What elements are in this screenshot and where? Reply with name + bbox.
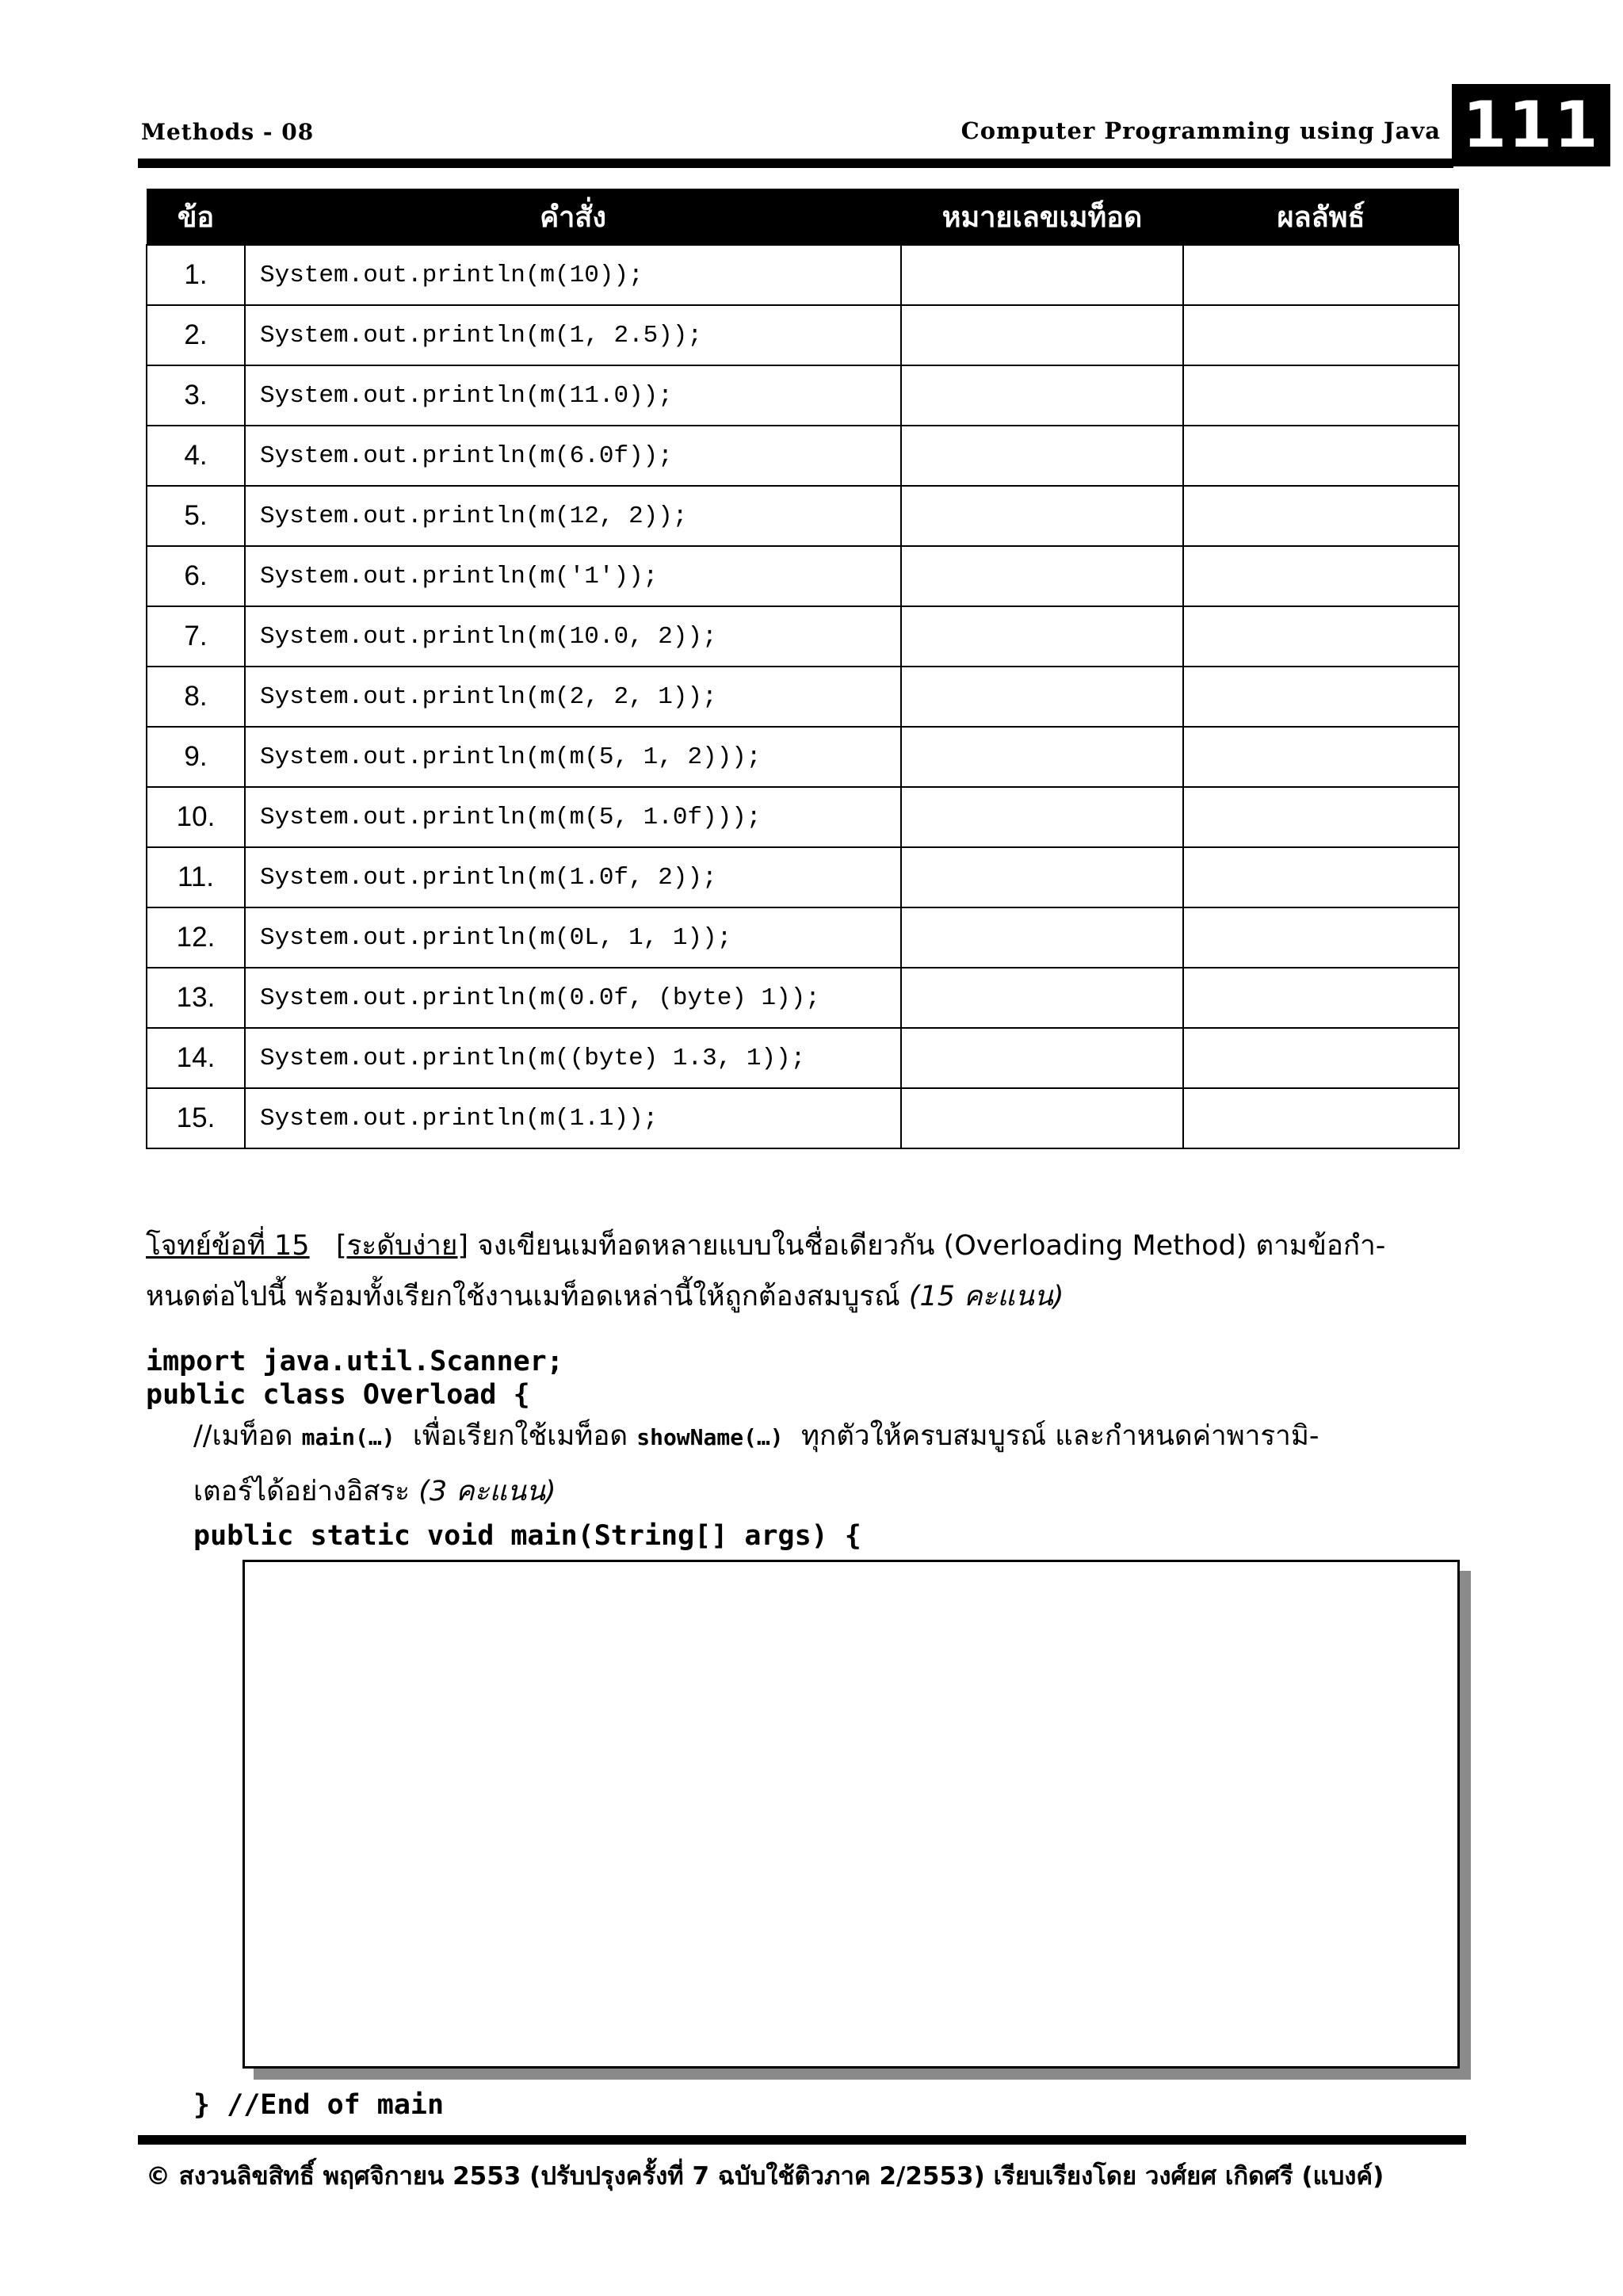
table-row xyxy=(147,305,1459,365)
row-number: 10. xyxy=(147,787,245,847)
method-number-cell[interactable] xyxy=(901,907,1183,968)
method-number-cell[interactable] xyxy=(901,606,1183,667)
row-command: System.out.println(m(0L, 1, 1)); xyxy=(245,907,901,968)
page-number: 111 xyxy=(1452,84,1610,166)
row-number: 9. xyxy=(147,727,245,787)
table-header-row xyxy=(147,189,1459,245)
comment-score: (3 คะแนน) xyxy=(418,1476,556,1507)
row-number: 6. xyxy=(147,546,245,606)
row-command: System.out.println(m(m(5, 1.0f))); xyxy=(245,787,901,847)
code-end-main: } //End of main xyxy=(193,2089,445,2121)
result-cell[interactable] xyxy=(1183,546,1459,606)
result-cell[interactable] xyxy=(1183,245,1459,305)
method-number-cell[interactable] xyxy=(901,305,1183,365)
row-command: System.out.println(m(12, 2)); xyxy=(245,486,901,546)
table-row xyxy=(147,426,1459,486)
result-cell[interactable] xyxy=(1183,667,1459,727)
comment-mid: เพื่อเรียกใช้เมท็อด xyxy=(412,1420,628,1452)
header-rule xyxy=(138,159,1453,168)
row-number: 13. xyxy=(147,968,245,1028)
result-cell[interactable] xyxy=(1183,365,1459,426)
answer-box[interactable] xyxy=(242,1560,1460,2069)
row-number: 15. xyxy=(147,1088,245,1148)
method-number-cell[interactable] xyxy=(901,245,1183,305)
table-row xyxy=(147,245,1459,305)
result-cell[interactable] xyxy=(1183,847,1459,907)
method-number-cell[interactable] xyxy=(901,426,1183,486)
row-command: System.out.println(m(1.1)); xyxy=(245,1088,901,1148)
method-number-cell[interactable] xyxy=(901,1088,1183,1148)
comment-rest: ทุกตัวให้ครบสมบูรณ์ และกำหนดค่าพารามิ- xyxy=(800,1420,1319,1452)
method-number-cell[interactable] xyxy=(901,727,1183,787)
table-row xyxy=(147,546,1459,606)
row-number: 7. xyxy=(147,606,245,667)
problem-text-line2: หนดต่อไปนี้ พร้อมทั้งเรียกใช้งานเมท็อดเหล่านี้ให้ถูกต้องสมบูรณ์ xyxy=(146,1281,900,1312)
comment-main-method: main(…) xyxy=(301,1424,395,1450)
row-command: System.out.println(m(m(5, 1, 2))); xyxy=(245,727,901,787)
result-cell[interactable] xyxy=(1183,727,1459,787)
row-command: System.out.println(m(10)); xyxy=(245,245,901,305)
method-number-cell[interactable] xyxy=(901,667,1183,727)
footer-rule xyxy=(138,2135,1466,2145)
row-number: 14. xyxy=(147,1028,245,1088)
row-command: System.out.println(m(11.0)); xyxy=(245,365,901,426)
row-number: 8. xyxy=(147,667,245,727)
row-number: 1. xyxy=(147,245,245,305)
row-command: System.out.println(m(10.0, 2)); xyxy=(245,606,901,667)
row-number: 3. xyxy=(147,365,245,426)
code-import-line: import java.util.Scanner; xyxy=(146,1346,563,1377)
result-cell[interactable] xyxy=(1183,606,1459,667)
result-cell[interactable] xyxy=(1183,486,1459,546)
method-number-cell[interactable] xyxy=(901,968,1183,1028)
code-main-signature: public static void main(String[] args) { xyxy=(193,1520,861,1552)
row-number: 12. xyxy=(147,907,245,968)
table-row xyxy=(147,606,1459,667)
method-number-cell[interactable] xyxy=(901,365,1183,426)
col-header-command: คำสั่ง xyxy=(245,189,901,245)
table-row xyxy=(147,907,1459,968)
problem-label: โจทย์ข้อที่ 15 xyxy=(146,1230,310,1262)
problem-score: (15 คะแนน) xyxy=(908,1281,1064,1312)
method-number-cell[interactable] xyxy=(901,546,1183,606)
footer-copyright: © สงวนลิขสิทธิ์ พฤศจิกายน 2553 (ปรับปรุงครั้งที่ 7 ฉบับใช้ติวภาค 2/2553) เรียบเรียงโดย วงศ์ยศ เกิดศรี (แบงค์) xyxy=(146,2162,1384,2191)
problem-statement xyxy=(146,1221,1458,1322)
col-header-result: ผลลัพธ์ xyxy=(1183,189,1459,245)
col-header-method-number: หมายเลขเมท็อด xyxy=(901,189,1183,245)
table-row xyxy=(147,727,1459,787)
comment-prefix: //เมท็อด xyxy=(193,1420,293,1452)
table-row xyxy=(147,667,1459,727)
table-row xyxy=(147,365,1459,426)
table-row xyxy=(147,968,1459,1028)
result-cell[interactable] xyxy=(1183,426,1459,486)
row-command: System.out.println(m(6.0f)); xyxy=(245,426,901,486)
exercise-table xyxy=(146,189,1460,1149)
row-command: System.out.println(m(2, 2, 1)); xyxy=(245,667,901,727)
row-number: 11. xyxy=(147,847,245,907)
method-number-cell[interactable] xyxy=(901,787,1183,847)
method-number-cell[interactable] xyxy=(901,486,1183,546)
row-command: System.out.println(m(1, 2.5)); xyxy=(245,305,901,365)
problem-text-line1: จงเขียนเมท็อดหลายแบบในชื่อเดียวกัน (Overloading Method) ตามข้อกำ- xyxy=(477,1230,1386,1262)
result-cell[interactable] xyxy=(1183,1088,1459,1148)
result-cell[interactable] xyxy=(1183,1028,1459,1088)
comment-line2: เตอร์ได้อย่างอิสระ xyxy=(193,1476,411,1507)
table-row xyxy=(147,1088,1459,1148)
method-number-cell[interactable] xyxy=(901,847,1183,907)
header-book-title: Computer Programming using Java xyxy=(960,117,1441,144)
header-chapter: Methods - 08 xyxy=(141,119,315,145)
table-row xyxy=(147,847,1459,907)
comment-showname-method: showName(…) xyxy=(636,1424,784,1450)
result-cell[interactable] xyxy=(1183,305,1459,365)
col-header-number: ข้อ xyxy=(147,189,245,245)
row-command: System.out.println(m('1')); xyxy=(245,546,901,606)
row-command: System.out.println(m(0.0f, (byte) 1)); xyxy=(245,968,901,1028)
problem-level: [ระดับง่าย] xyxy=(335,1230,469,1262)
row-number: 5. xyxy=(147,486,245,546)
result-cell[interactable] xyxy=(1183,968,1459,1028)
code-comment xyxy=(193,1409,1461,1519)
row-number: 4. xyxy=(147,426,245,486)
table-row xyxy=(147,1028,1459,1088)
table-row xyxy=(147,486,1459,546)
code-class-line: public class Overload { xyxy=(146,1379,530,1411)
row-command: System.out.println(m(1.0f, 2)); xyxy=(245,847,901,907)
table-row xyxy=(147,787,1459,847)
row-command: System.out.println(m((byte) 1.3, 1)); xyxy=(245,1028,901,1088)
method-number-cell[interactable] xyxy=(901,1028,1183,1088)
result-cell[interactable] xyxy=(1183,907,1459,968)
row-number: 2. xyxy=(147,305,245,365)
result-cell[interactable] xyxy=(1183,787,1459,847)
